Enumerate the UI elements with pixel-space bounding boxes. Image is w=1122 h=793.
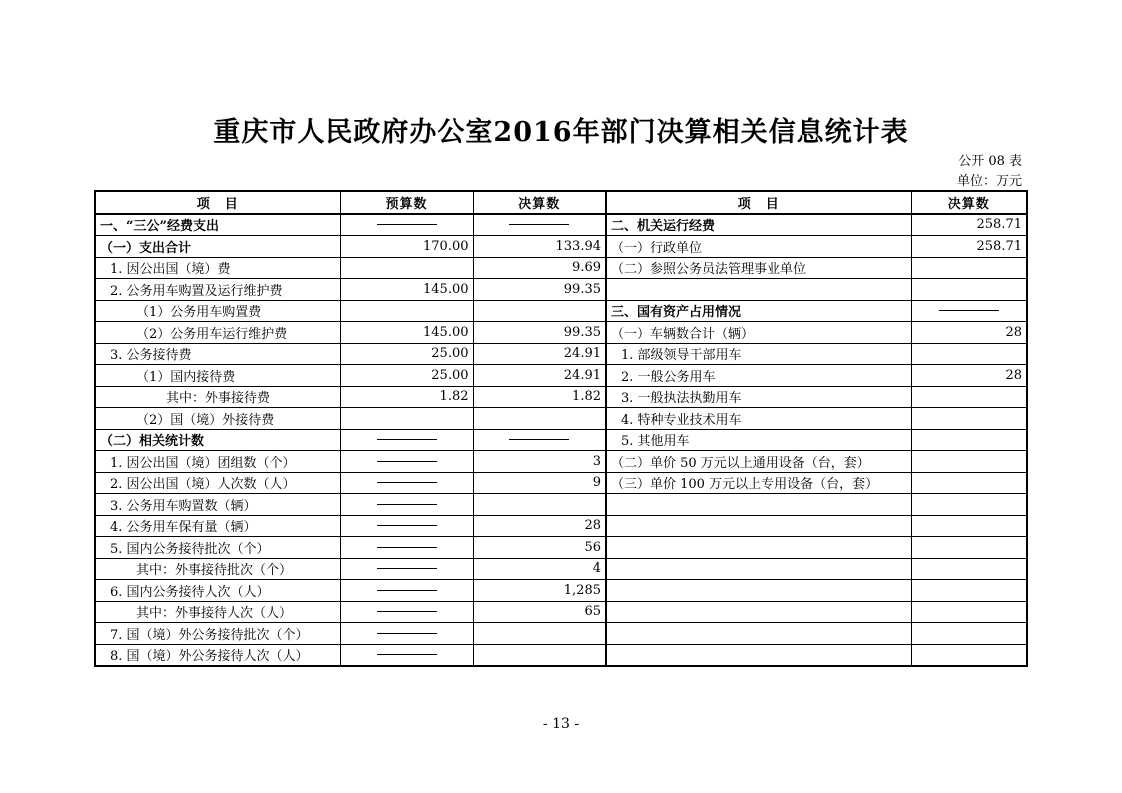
table-row [95,365,1027,387]
final-value: 9 [473,472,606,494]
right-item-label [606,515,911,537]
final-value: 133.94 [473,236,606,258]
final-value: 99.35 [473,322,606,344]
right-final-value [911,343,1027,365]
final-value: 4 [473,558,606,580]
budget-value [340,644,473,666]
right-item-label [606,601,911,623]
right-item-label: （一）车辆数合计（辆） [606,322,911,344]
left-item-label: （二）相关统计数 [95,429,340,451]
budget-value [340,515,473,537]
right-final-value [911,472,1027,494]
not-applicable-dash [939,310,999,311]
right-final-value: 28 [911,365,1027,387]
left-item-label: 2. 因公出国（境）人次数（人） [95,472,340,494]
right-final-value [911,623,1027,645]
table-row [95,623,1027,645]
budget-value: 1.82 [340,386,473,408]
right-item-label: 3. 一般执法执勤用车 [606,386,911,408]
right-final-value [911,451,1027,473]
right-final-value [911,300,1027,322]
not-applicable-dash [377,654,437,655]
page-number: - 13 - [542,716,580,732]
not-applicable-dash [377,525,437,526]
table-row [95,558,1027,580]
not-applicable-dash [377,461,437,462]
final-value: 1,285 [473,580,606,602]
right-final-value [911,537,1027,559]
statistics-table [94,190,1028,667]
right-item-label [606,580,911,602]
table-row [95,472,1027,494]
budget-value: 25.00 [340,365,473,387]
header-final-right: 决算数 [911,191,1027,214]
left-item-label: 4. 公务用车保有量（辆） [95,515,340,537]
not-applicable-dash [377,439,437,440]
final-value: 1.82 [473,386,606,408]
right-item-label: 2. 一般公务用车 [606,365,911,387]
not-applicable-dash [377,547,437,548]
table-row [95,580,1027,602]
header-item-right: 项 目 [606,191,911,214]
right-item-label [606,537,911,559]
right-final-value [911,386,1027,408]
not-applicable-dash [377,611,437,612]
budget-value [340,214,473,236]
table-row [95,386,1027,408]
right-item-label: （二）单价 50 万元以上通用设备（台，套） [606,451,911,473]
left-item-label: 2. 公务用车购置及运行维护费 [95,279,340,301]
table-header-row [95,191,1027,214]
budget-value [340,623,473,645]
final-value: 56 [473,537,606,559]
left-item-label: 5. 国内公务接待批次（个） [95,537,340,559]
right-final-value [911,515,1027,537]
final-value [473,623,606,645]
budget-value [340,494,473,516]
right-final-value: 28 [911,322,1027,344]
left-item-label: 3. 公务用车购置数（辆） [95,494,340,516]
left-item-label: （1）公务用车购置费 [95,300,340,322]
left-item-label: （一）支出合计 [95,236,340,258]
final-value: 65 [473,601,606,623]
right-final-value [911,429,1027,451]
final-value [473,214,606,236]
not-applicable-dash [377,504,437,505]
final-value [473,429,606,451]
left-item-label: 6. 国内公务接待人次（人） [95,580,340,602]
budget-value [340,429,473,451]
left-item-label: （2）国（境）外接待费 [95,408,340,430]
final-value: 3 [473,451,606,473]
right-final-value: 258.71 [911,214,1027,236]
right-item-label [606,558,911,580]
budget-value [340,451,473,473]
left-item-label: 1. 因公出国（境）费 [95,257,340,279]
left-item-label: 一、“三公”经费支出 [95,214,340,236]
table-row [95,214,1027,236]
budget-value: 170.00 [340,236,473,258]
left-item-label: 1. 因公出国（境）团组数（个） [95,451,340,473]
final-value [473,494,606,516]
right-item-label: 5. 其他用车 [606,429,911,451]
table-row [95,515,1027,537]
final-value: 99.35 [473,279,606,301]
left-item-label: （1）国内接待费 [95,365,340,387]
right-item-label [606,644,911,666]
not-applicable-dash [509,439,569,440]
budget-value [340,408,473,430]
budget-value: 145.00 [340,322,473,344]
right-item-label: 4. 特种专业技术用车 [606,408,911,430]
right-item-label: （三）单价 100 万元以上专用设备（台，套） [606,472,911,494]
left-item-label: 8. 国（境）外公务接待人次（人） [95,644,340,666]
table-row [95,279,1027,301]
final-value: 24.91 [473,365,606,387]
budget-value: 25.00 [340,343,473,365]
not-applicable-dash [377,224,437,225]
right-final-value [911,257,1027,279]
not-applicable-dash [377,568,437,569]
table-row [95,494,1027,516]
left-item-label: 其中：外事接待人次（人） [95,601,340,623]
table-row [95,236,1027,258]
table-row [95,343,1027,365]
table-row [95,429,1027,451]
left-item-label: 其中：外事接待费 [95,386,340,408]
table-row [95,408,1027,430]
final-value [473,644,606,666]
right-item-label [606,623,911,645]
not-applicable-dash [509,224,569,225]
budget-value [340,257,473,279]
right-item-label: 二、机关运行经费 [606,214,911,236]
left-item-label: 其中：外事接待批次（个） [95,558,340,580]
not-applicable-dash [377,633,437,634]
budget-value: 145.00 [340,279,473,301]
table-row [95,300,1027,322]
final-value [473,300,606,322]
final-value: 28 [473,515,606,537]
right-item-label [606,279,911,301]
table-row [95,601,1027,623]
budget-value [340,472,473,494]
final-value: 24.91 [473,343,606,365]
final-value: 9.69 [473,257,606,279]
table-row [95,537,1027,559]
table-row [95,451,1027,473]
table-row [95,644,1027,666]
unit-label: 单位：万元 [956,174,1022,189]
right-final-value [911,408,1027,430]
right-final-value [911,494,1027,516]
right-final-value [911,644,1027,666]
budget-value [340,580,473,602]
budget-value [340,300,473,322]
final-value [473,408,606,430]
left-item-label: 3. 公务接待费 [95,343,340,365]
right-final-value [911,279,1027,301]
right-item-label: 1. 部级领导干部用车 [606,343,911,365]
right-final-value: 258.71 [911,236,1027,258]
table-row [95,257,1027,279]
header-item: 项 目 [95,191,340,214]
table-row [95,322,1027,344]
header-budget: 预算数 [340,191,473,214]
budget-value [340,537,473,559]
not-applicable-dash [377,482,437,483]
right-item-label: （二）参照公务员法管理事业单位 [606,257,911,279]
right-final-value [911,558,1027,580]
budget-value [340,558,473,580]
right-final-value [911,580,1027,602]
form-number: 公开 08 表 [958,154,1022,169]
page-title: 重庆市人民政府办公室2016年部门决算相关信息统计表 [213,117,909,148]
header-final: 决算数 [473,191,606,214]
right-item-label: 三、国有资产占用情况 [606,300,911,322]
left-item-label: 7. 国（境）外公务接待批次（个） [95,623,340,645]
right-item-label: （一）行政单位 [606,236,911,258]
budget-value [340,601,473,623]
not-applicable-dash [377,590,437,591]
right-final-value [911,601,1027,623]
left-item-label: （2）公务用车运行维护费 [95,322,340,344]
right-item-label [606,494,911,516]
